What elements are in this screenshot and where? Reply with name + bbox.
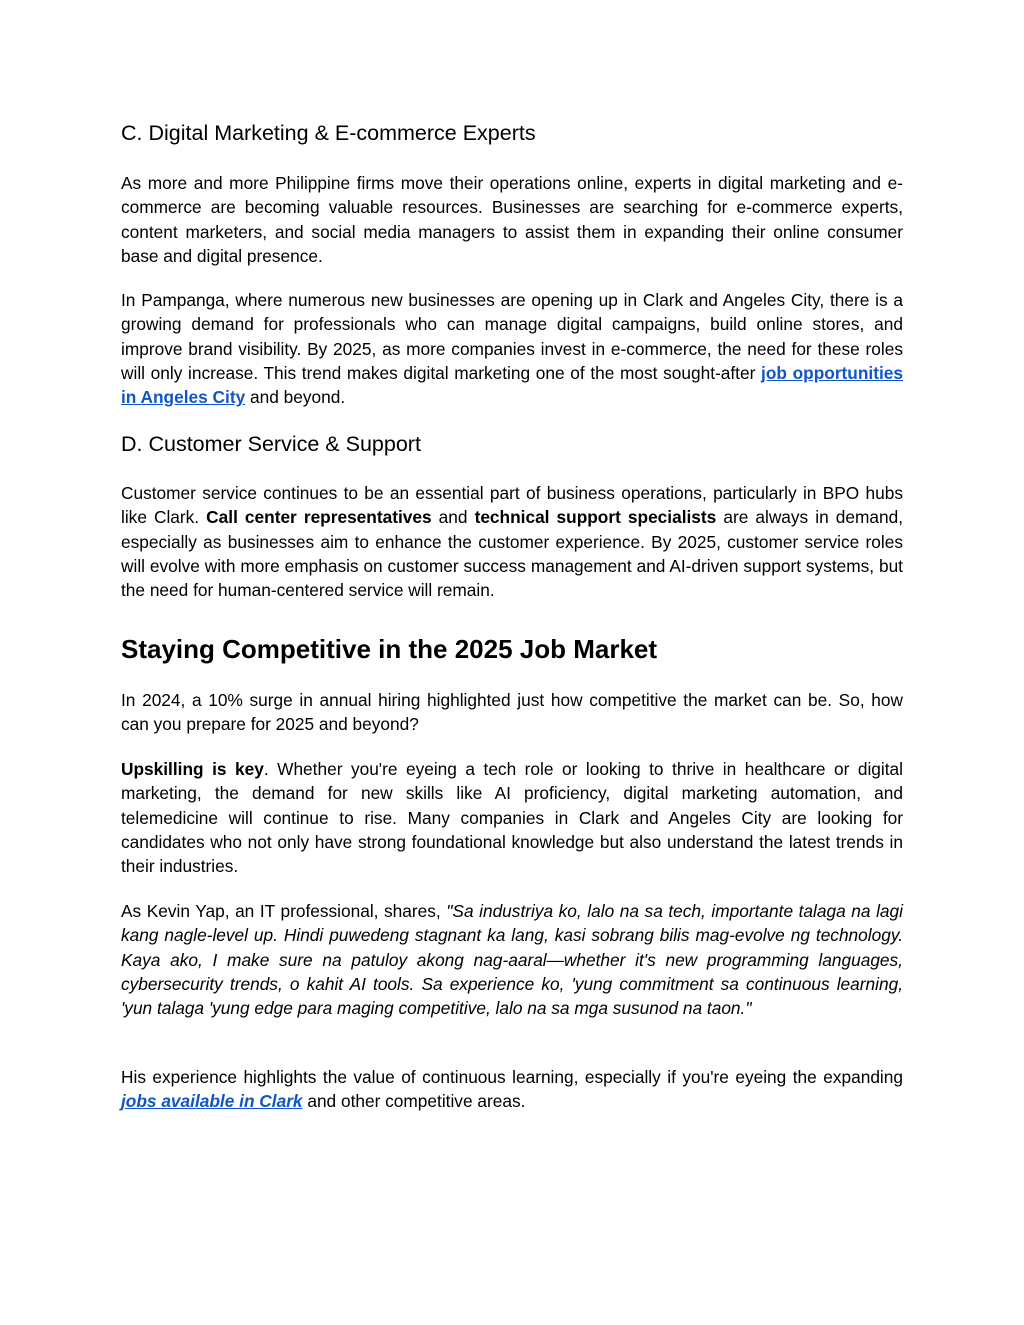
- paragraph-customer-service: [121, 481, 903, 602]
- paragraph-kevin-yap-quote: [121, 899, 903, 1020]
- section-heading-digital-marketing: C. Digital Marketing & E-commerce Experts: [121, 121, 536, 145]
- paragraph-digital-marketing-intro: As more and more Philippine firms move their operations online, experts in digital marketing and e-commerce are becoming valuable resources. Businesses are searching for e-commerce experts, content marketers, and social media managers to assist them in expanding their online consumer base and digital presence.: [121, 173, 903, 266]
- paragraph-text: In Pampanga, where numerous new businesses are opening up in Clark and Angeles City, there is a growing demand for professionals who can manage digital campaigns, build online stores, and improve brand visibility. By 2025, as more companies invest in e-commerce, the need for these roles will only increase. This trend makes digital marketing one of the most sought-after: [121, 290, 903, 383]
- section-heading-customer-service: D. Customer Service & Support: [121, 432, 421, 456]
- paragraph-text: and: [431, 507, 475, 528]
- paragraph-text: are always in demand, especially as businesses aim to enhance the customer experience. By 2025, customer service roles will evolve with more emphasis on customer success management and AI-driven support systems, but the need for human-centered service will remain.: [121, 507, 903, 601]
- bold-upskilling-is-key: Upskilling is key: [121, 759, 264, 779]
- paragraph-text: His experience highlights the value of continuous learning, especially if you're eyeing the expanding: [121, 1067, 903, 1087]
- paragraph-tail: and other competitive areas.: [302, 1091, 526, 1112]
- paragraph-continuous-learning: [121, 1065, 903, 1114]
- quote-text: "Sa industriya ko, lalo na sa tech, importante talaga na lagi kang nagle-level up. Hindi puwedeng stagnant ka lang, kasi sobrang bilis mag-evolve ng technology. Kaya ako, I make sure na patuloy akong nag-aaral—whether it's new programming languages, cybersecurity trends, o kahit AI tools. Sa experience ko, 'yung commitment sa continuous learning, 'yun talaga 'yung edge para maging competitive, lalo na sa mga susunod na taon.": [121, 901, 903, 1019]
- paragraph-text: . Whether you're eyeing a tech role or looking to thrive in healthcare or digital marketing, the demand for new skills like AI proficiency, digital marketing automation, and telemedicine will continue to rise. Many companies in Clark and Angeles City are looking for candidates who not only have strong foundational knowledge but also understand the latest trends in their industries.: [121, 759, 903, 877]
- bold-technical-support-specialists: technical support specialists: [474, 507, 717, 528]
- paragraph-pampanga-demand: [121, 288, 903, 409]
- paragraph-hiring-surge: In 2024, a 10% surge in annual hiring highlighted just how competitive the market can be. So, how can you prepare for 2025 and beyond?: [121, 690, 903, 735]
- paragraph-text: Customer service continues to be an essential part of business operations, particularly in BPO hubs like Clark.: [121, 483, 903, 528]
- bold-call-center-representatives: Call center representatives: [206, 507, 432, 528]
- section-heading-staying-competitive: Staying Competitive in the 2025 Job Market: [121, 634, 658, 664]
- paragraph-tail: and beyond.: [245, 387, 346, 408]
- link-jobs-available-in-clark[interactable]: jobs available in Clark: [121, 1091, 303, 1112]
- paragraph-text: As Kevin Yap, an IT professional, shares,: [121, 901, 447, 921]
- paragraph-upskilling: [121, 757, 903, 878]
- link-job-opportunities-angeles-city[interactable]: job opportunities in Angeles City: [121, 362, 903, 408]
